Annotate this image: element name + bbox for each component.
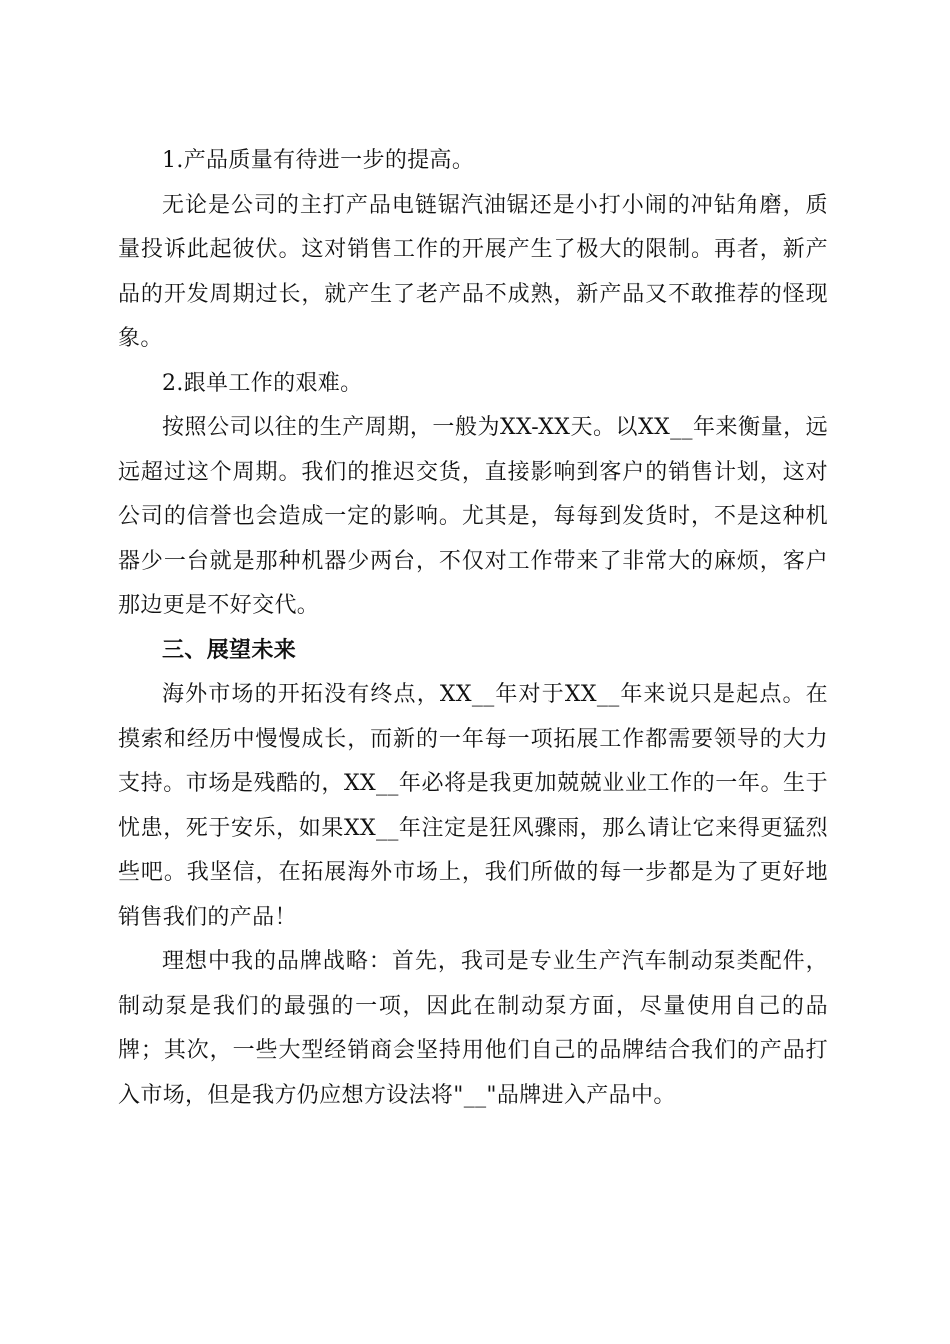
paragraph-overseas-market: 海外市场的开拓没有终点，XX__年对于XX__年来说只是起点。在摸索和经历中慢慢成长，而新的一年每一项拓展工作都需要领导的大力支持。市场是残酷的，XX__年必将是我更加兢兢业业工作的一年。生于忧患，死于安乐，如果XX__年注定是狂风骤雨，那么请让它来得更猛烈些吧。我坚信，在拓展海外市场上，我们所做的每一步都是为了更好地销售我们的产品！ xyxy=(118,682,828,930)
section-heading-outlook: 三、展望未来 xyxy=(162,637,297,663)
paragraph-order-tracking: 按照公司以往的生产周期，一般为XX-XX天。以XX__年来衡量，远远超过这个周期。我们的推迟交货，直接影响到客户的销售计划，这对公司的信誉也会造成一定的影响。尤其是，每每到发货时，不是这种机器少一台就是那种机器少两台，不仅对工作带来了非常大的麻烦，客户那边更是不好交代。 xyxy=(118,415,828,618)
section-item-quality: 1.产品质量有待进一步的提高。 xyxy=(162,148,475,173)
paragraph-quality: 无论是公司的主打产品电链锯汽油锯还是小打小闹的冲钻角磨，质量投诉此起彼伏。这对销售工作的开展产生了极大的限制。再者，新产品的开发周期过长，就产生了老产品不成熟，新产品又不敢推荐的怪现象。 xyxy=(118,192,828,351)
paragraph-brand-strategy: 理想中我的品牌战略：首先，我司是专业生产汽车制动泵类配件，制动泵是我们的最强的一项，因此在制动泵方面，尽量使用自己的品牌；其次，一些大型经销商会坚持用他们自己的品牌结合我们的产品打入市场，但是我方仍应想方设法将"__"品牌进入产品中。 xyxy=(118,949,828,1108)
document-body xyxy=(118,139,828,1118)
section-item-order-tracking: 2.跟单工作的艰难。 xyxy=(162,370,363,396)
